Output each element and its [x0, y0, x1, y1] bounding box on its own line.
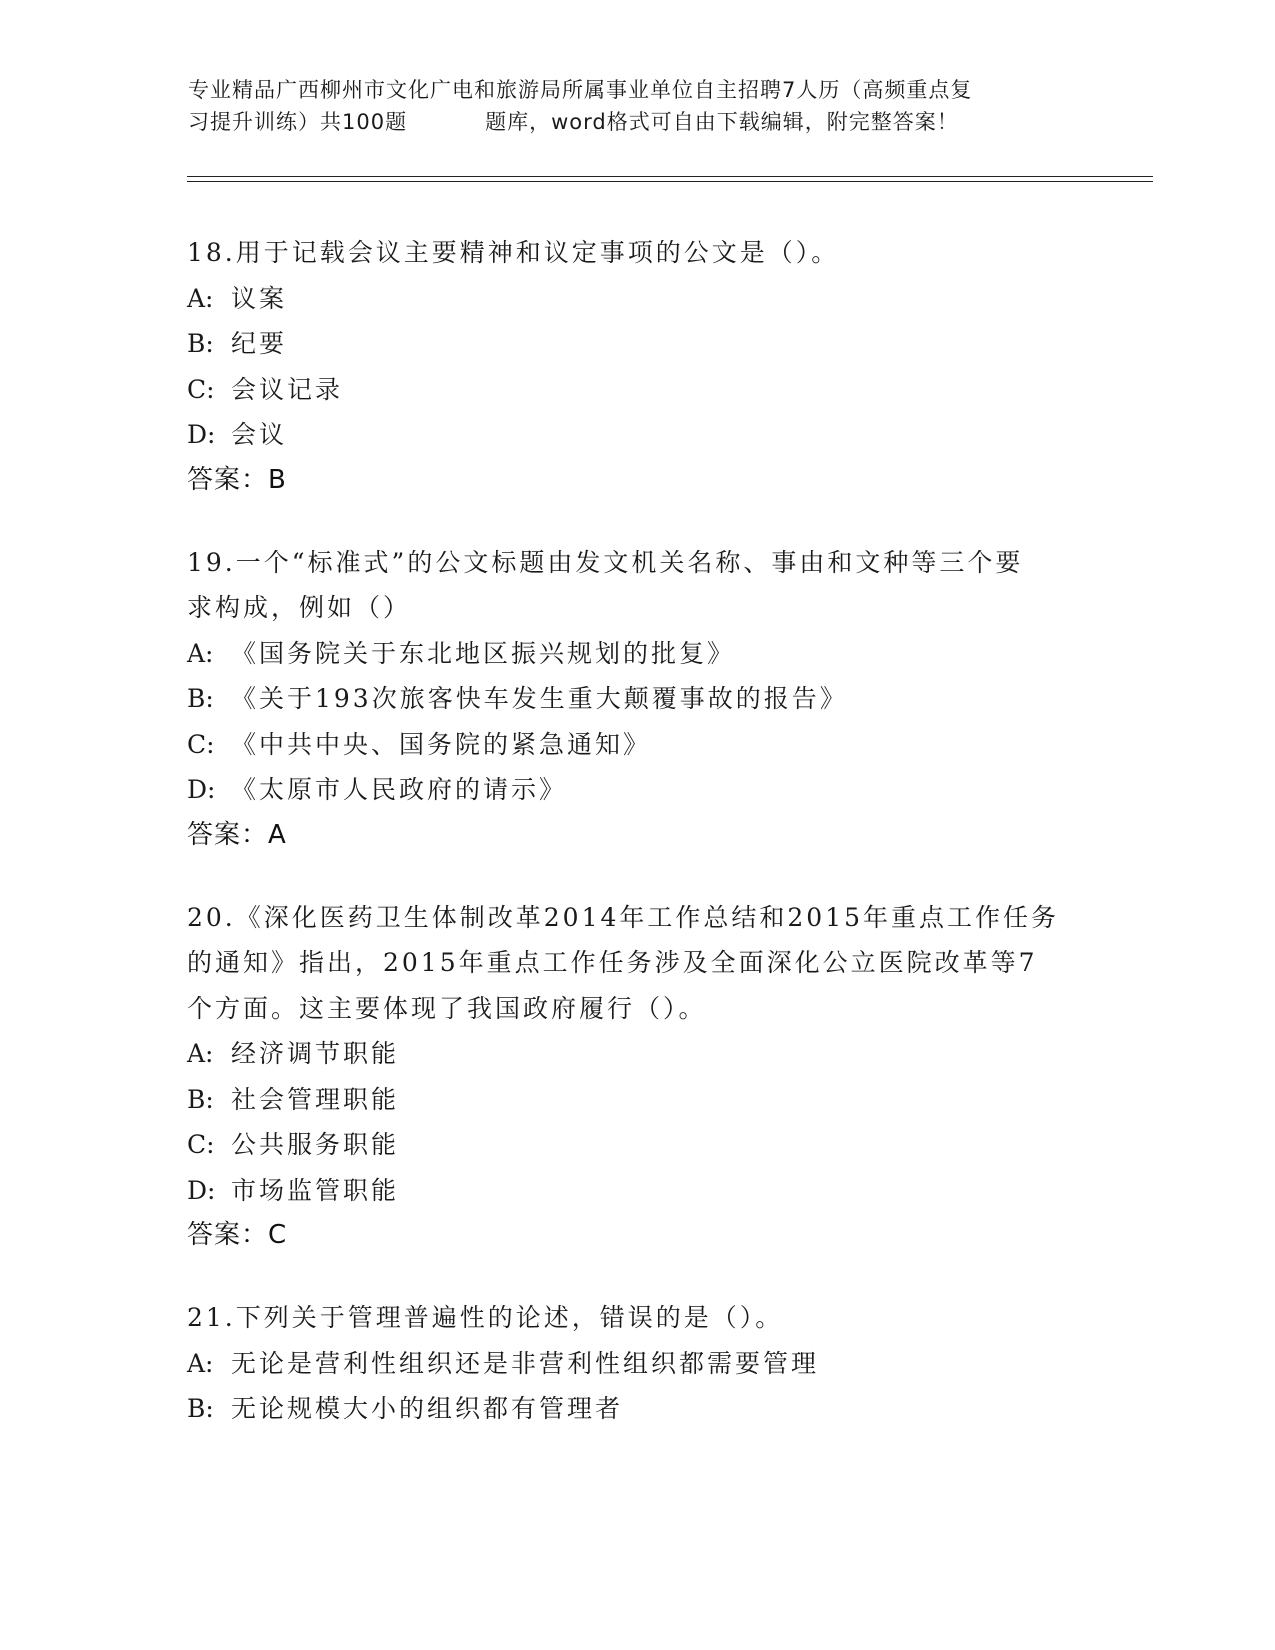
option-text: 会议 — [231, 420, 288, 449]
option-item — [187, 1031, 1087, 1077]
option-text: 社会管理职能 — [231, 1084, 400, 1114]
header-divider-bottom — [187, 181, 1153, 182]
question-text-line: 的通知》指出，2015年重点工作任务涉及全面深化公立医院改革等7 — [187, 948, 1038, 977]
option-item — [187, 321, 1087, 367]
option-key: B: — [187, 1394, 214, 1423]
option-key: D: — [187, 420, 216, 449]
option-key: B: — [187, 684, 214, 713]
option-key: A: — [187, 1039, 214, 1068]
option-text: 无论规模大小的组织都有管理者 — [231, 1394, 624, 1423]
option-item — [187, 767, 1087, 813]
question-text-line: 21.下列关于管理普遍性的论述，错误的是（）。 — [187, 1303, 784, 1332]
option-text: 议案 — [231, 283, 288, 313]
option-text: 会议记录 — [231, 374, 344, 404]
option-key: B: — [187, 1084, 214, 1114]
option-item — [187, 1168, 1087, 1214]
question-block — [187, 230, 1087, 502]
option-key: A: — [187, 283, 214, 313]
option-key: A: — [187, 638, 214, 668]
option-item — [187, 1122, 1087, 1168]
option-item — [187, 722, 1087, 768]
header-divider-top — [187, 176, 1153, 177]
answer-line: 答案：B — [187, 464, 287, 495]
question-list — [187, 230, 1087, 1470]
option-key: D: — [187, 775, 216, 804]
option-key: C: — [187, 374, 215, 404]
option-item — [187, 276, 1087, 322]
option-text: 《太原市人民政府的请示》 — [231, 775, 568, 804]
option-item — [187, 412, 1087, 458]
answer-line: 答案：C — [187, 1220, 288, 1250]
option-item — [187, 1341, 1087, 1387]
option-text: 无论是营利性组织还是非营利性组织都需要管理 — [231, 1348, 820, 1378]
question-block — [187, 895, 1087, 1258]
question-block — [187, 540, 1087, 857]
option-text: 公共服务职能 — [231, 1130, 400, 1159]
option-key: C: — [187, 1130, 215, 1159]
header-line-2-part-1: 习提升训练）共100题 — [188, 110, 408, 134]
question-block — [187, 1295, 1087, 1432]
option-item — [187, 1386, 1087, 1432]
header-line-2 — [188, 106, 1088, 138]
document-header — [188, 74, 1088, 138]
question-text-line: 20.《深化医药卫生体制改革2014年工作总结和2015年重点工作任务 — [187, 902, 1060, 932]
option-text: 纪要 — [231, 329, 288, 358]
option-text: 《关于193次旅客快车发生重大颠覆事故的报告》 — [231, 684, 848, 713]
option-text: 《国务院关于东北地区振兴规划的批复》 — [231, 638, 736, 668]
header-line-2-part-2: 题库，word格式可自由下载编辑，附完整答案！ — [485, 110, 959, 134]
option-item — [187, 367, 1087, 413]
option-key: A: — [187, 1348, 214, 1378]
header-gap — [407, 106, 485, 138]
question-text-line: 求构成，例如（） — [187, 593, 412, 622]
option-item — [187, 676, 1087, 722]
question-text-line: 18.用于记载会议主要精神和议定事项的公文是（）。 — [187, 238, 840, 267]
option-item — [187, 631, 1087, 677]
option-key: B: — [187, 329, 214, 358]
header-line-1: 专业精品广西柳州市文化广电和旅游局所属事业单位自主招聘7人历（高频重点复 — [188, 78, 973, 102]
option-key: D: — [187, 1175, 216, 1205]
answer-line: 答案：A — [187, 819, 287, 850]
option-text: 市场监管职能 — [231, 1175, 400, 1205]
option-text: 《中共中央、国务院的紧急通知》 — [231, 729, 652, 759]
option-item — [187, 1077, 1087, 1123]
question-text-line: 19.一个“标准式”的公文标题由发文机关名称、事由和文种等三个要 — [187, 547, 1024, 577]
option-key: C: — [187, 729, 215, 759]
question-text-line: 个方面。这主要体现了我国政府履行（）。 — [187, 993, 707, 1023]
option-text: 经济调节职能 — [231, 1039, 400, 1068]
